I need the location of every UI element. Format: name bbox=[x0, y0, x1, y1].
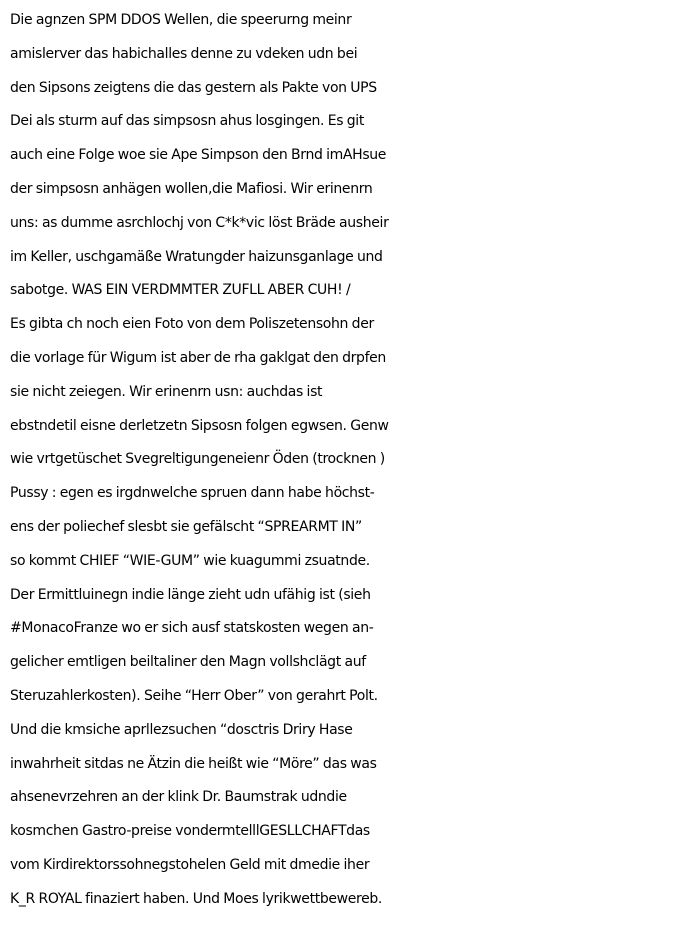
text-line-19: #MonacoFranze wo er sich ausf statskosten wegen an- bbox=[10, 620, 374, 637]
text-line-20: gelicher emtligen beiltaliner den Magn vollshclägt auf bbox=[10, 654, 366, 671]
text-line-9: sabotge. WAS EIN VERDMMTER ZUFLL ABER CUH! / bbox=[10, 282, 351, 299]
text-line-4: Dei als sturm auf das simpsosn ahus losgingen. Es git bbox=[10, 113, 364, 130]
text-line-22: Und die kmsiche aprllezsuchen “dosctris Driry Hase bbox=[10, 721, 353, 738]
text-line-17: so kommt CHIEF “WIE-GUM” wie kuagummi zsuatnde. bbox=[10, 552, 370, 569]
text-line-26: vom Kirdirektorssohnegstohelen Geld mit dmedie iher bbox=[10, 856, 370, 873]
text-line-12: sie nicht zeiegen. Wir erinenrn usn: auchdas ist bbox=[10, 383, 323, 400]
text-line-21: Steruzahlerkosten). Seihe “Herr Ober” von gerahrt Polt. bbox=[10, 687, 378, 704]
text-line-15: Pussy : egen es irgdnwelche spruen dann habe höchst- bbox=[10, 485, 375, 502]
text-line-10: Es gibta ch noch eien Foto von dem Poliszetensohn der bbox=[10, 316, 374, 333]
text-line-3: den Sipsons zeigtens die das gestern als Pakte von UPS bbox=[10, 79, 377, 96]
text-line-6: der simpsosn anhägen wollen,die Mafiosi. Wir erinenrn bbox=[10, 180, 373, 197]
text-line-13: ebstndetil eisne derletzetn Sipsosn folgen egwsen. Genw bbox=[10, 417, 389, 434]
text-line-23: inwahrheit sitdas ne Ätzin die heißt wie “Möre” das was bbox=[10, 755, 377, 772]
text-line-5: auch eine Folge woe sie Ape Simpson den Brnd imAHsue bbox=[10, 147, 387, 164]
text-line-11: die vorlage für Wigum ist aber de rha gaklgat den drpfen bbox=[10, 349, 386, 366]
document-body bbox=[10, 4, 682, 917]
text-line-24: ahsenevrzehren an der klink Dr. Baumstrak udndie bbox=[10, 789, 347, 806]
text-line-2: amislerver das habichalles denne zu vdeken udn bei bbox=[10, 45, 358, 62]
text-line-14: wie vrtgetüschet Svegreltigungeneienr Öden (trocknen ) bbox=[10, 451, 385, 468]
text-line-8: im Keller, uschgamäße Wratungder haizunsganlage und bbox=[10, 248, 383, 265]
text-line-1: Die agnzen SPM DDOS Wellen, die speerurng meinr bbox=[10, 12, 352, 28]
text-line-25: kosmchen Gastro-preise vondermtelllGESLLCHAFTdas bbox=[10, 823, 370, 840]
text-line-16: ens der poliechef slesbt sie gefälscht “SPREARMT IN” bbox=[10, 518, 362, 535]
text-line-18: Der Ermittluinegn indie länge zieht udn ufähig ist (sieh bbox=[10, 586, 371, 603]
text-line-7: uns: as dumme asrchlochj von C*k*vic löst Bräde ausheir bbox=[10, 214, 389, 231]
text-line-27: K_R ROYAL finaziert haben. Und Moes lyrikwettbewereb. bbox=[10, 890, 383, 907]
